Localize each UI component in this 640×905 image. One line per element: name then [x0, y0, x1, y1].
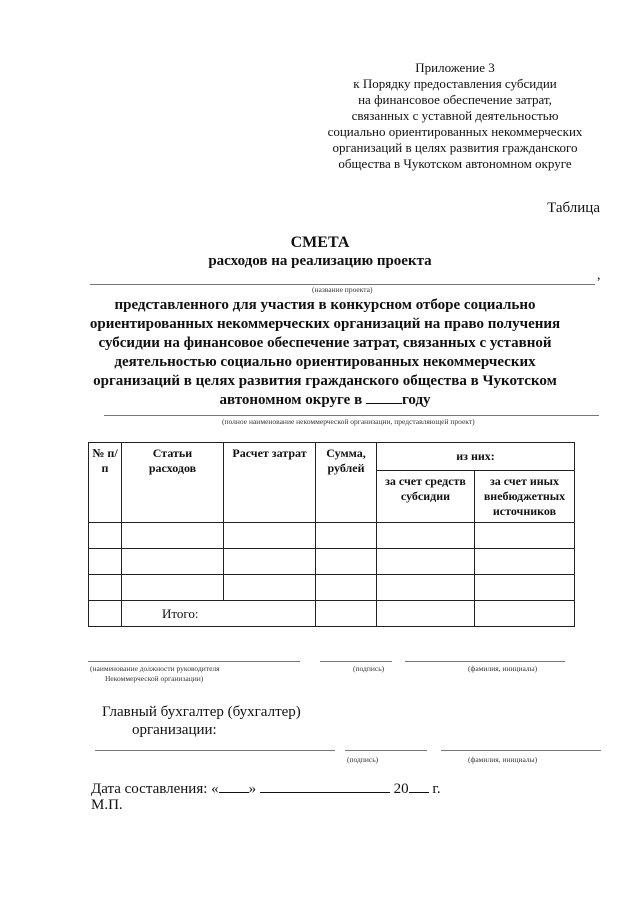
annex-line: организаций в целях развития гражданского [332, 140, 578, 155]
table-cell [122, 549, 224, 575]
table-cell [224, 575, 316, 601]
table-cell [224, 549, 316, 575]
total-row [89, 601, 575, 627]
chief-signature-caption: (подпись) [347, 755, 379, 764]
table-label: Таблица [547, 200, 600, 216]
head-position-line [88, 661, 300, 662]
org-name-caption: (полное наименование некоммерческой организации, представляющей проект) [222, 417, 475, 426]
description-prefix: автономном округе в [219, 392, 366, 408]
document-title: СМЕТА [290, 234, 350, 251]
header-subsidy: за счет средств субсидии [377, 471, 475, 523]
chief-initials-line [441, 750, 601, 751]
chief-name-caption: (фамилия, инициалы) [468, 755, 538, 764]
description-line: представленного для участия в конкурсном отборе социально [114, 297, 536, 313]
head-org-caption: Некоммерческой организации) [105, 674, 204, 683]
description-line-last [80, 391, 570, 410]
header-items: Статьи расходов [122, 443, 224, 523]
header-of-which: из них: [377, 443, 575, 471]
header-calc: Расчет затрат [224, 443, 316, 523]
table-cell [475, 549, 575, 575]
head-name-caption: (фамилия, инициалы) [468, 664, 538, 673]
table-cell [316, 549, 377, 575]
chief-signature-line [345, 750, 427, 751]
budget-table [88, 442, 575, 627]
annex-line: на финансовое обеспечение затрат, [358, 92, 552, 107]
table-cell [377, 549, 475, 575]
project-name-caption: (название проекта) [312, 285, 373, 294]
header-other-sources: за счет иных внебюджетных источников [475, 471, 575, 523]
org-name-line [104, 415, 599, 416]
table-row [89, 549, 575, 575]
head-position-caption: (наименование должности руководителя [90, 664, 220, 673]
table-cell [475, 523, 575, 549]
day-blank [219, 779, 249, 793]
annex-line: к Порядку предоставления субсидии [353, 76, 557, 91]
annex-line: связанных с уставной деятельностью [351, 108, 559, 123]
table-cell [89, 601, 122, 627]
chief-name-line [95, 750, 335, 751]
total-label: Итого: [122, 601, 316, 627]
table-cell [89, 523, 122, 549]
compiled-date [91, 779, 441, 798]
table-cell [377, 601, 475, 627]
year-blank-footer [409, 779, 429, 793]
chief-line: Главный бухгалтер (бухгалтер) [102, 704, 301, 720]
table-cell [122, 523, 224, 549]
table-cell [89, 575, 122, 601]
date-year: 20 [389, 781, 409, 797]
annex-line: общества в Чукотском автономном округе [338, 156, 572, 171]
description-line: организаций в целях развития гражданского общества в Чукотском [93, 373, 557, 389]
date-mid: » [248, 781, 260, 797]
head-signature-line [320, 661, 392, 662]
table-cell [224, 523, 316, 549]
chief-line: организации: [132, 722, 217, 738]
table-cell [475, 601, 575, 627]
table-cell [89, 549, 122, 575]
table-cell [316, 575, 377, 601]
header-num: № п/п [89, 443, 122, 523]
annex-line: Приложение 3 [415, 60, 495, 75]
table-row [89, 575, 575, 601]
description-line: ориентированных некоммерческих организаций на право получения [89, 316, 561, 332]
date-suffix: г. [428, 781, 441, 797]
annex-header [300, 60, 610, 172]
table-cell [377, 575, 475, 601]
table-row [89, 523, 575, 549]
stamp-place: М.П. [91, 797, 123, 813]
header-sum: Сумма, рублей [316, 443, 377, 523]
head-name-line [405, 661, 565, 662]
table-cell [377, 523, 475, 549]
year-blank [366, 391, 402, 404]
document-subtitle: расходов на реализацию проекта [208, 253, 432, 269]
table-cell [475, 575, 575, 601]
description-line: субсидии на финансовое обеспечение затрат, связанных с уставной [98, 335, 552, 351]
chief-accountant-label [102, 703, 301, 739]
table-cell [122, 575, 224, 601]
comma: , [597, 268, 601, 283]
date-prefix: Дата составления: « [91, 781, 219, 797]
head-signature-caption: (подпись) [353, 664, 385, 673]
table-cell [316, 523, 377, 549]
description-line: деятельностью социально ориентированных некоммерческих [114, 354, 536, 370]
project-description [80, 296, 570, 410]
description-suffix: году [401, 392, 431, 408]
month-blank [260, 779, 390, 793]
annex-line: социально ориентированных некоммерческих [327, 124, 583, 139]
table-cell [316, 601, 377, 627]
